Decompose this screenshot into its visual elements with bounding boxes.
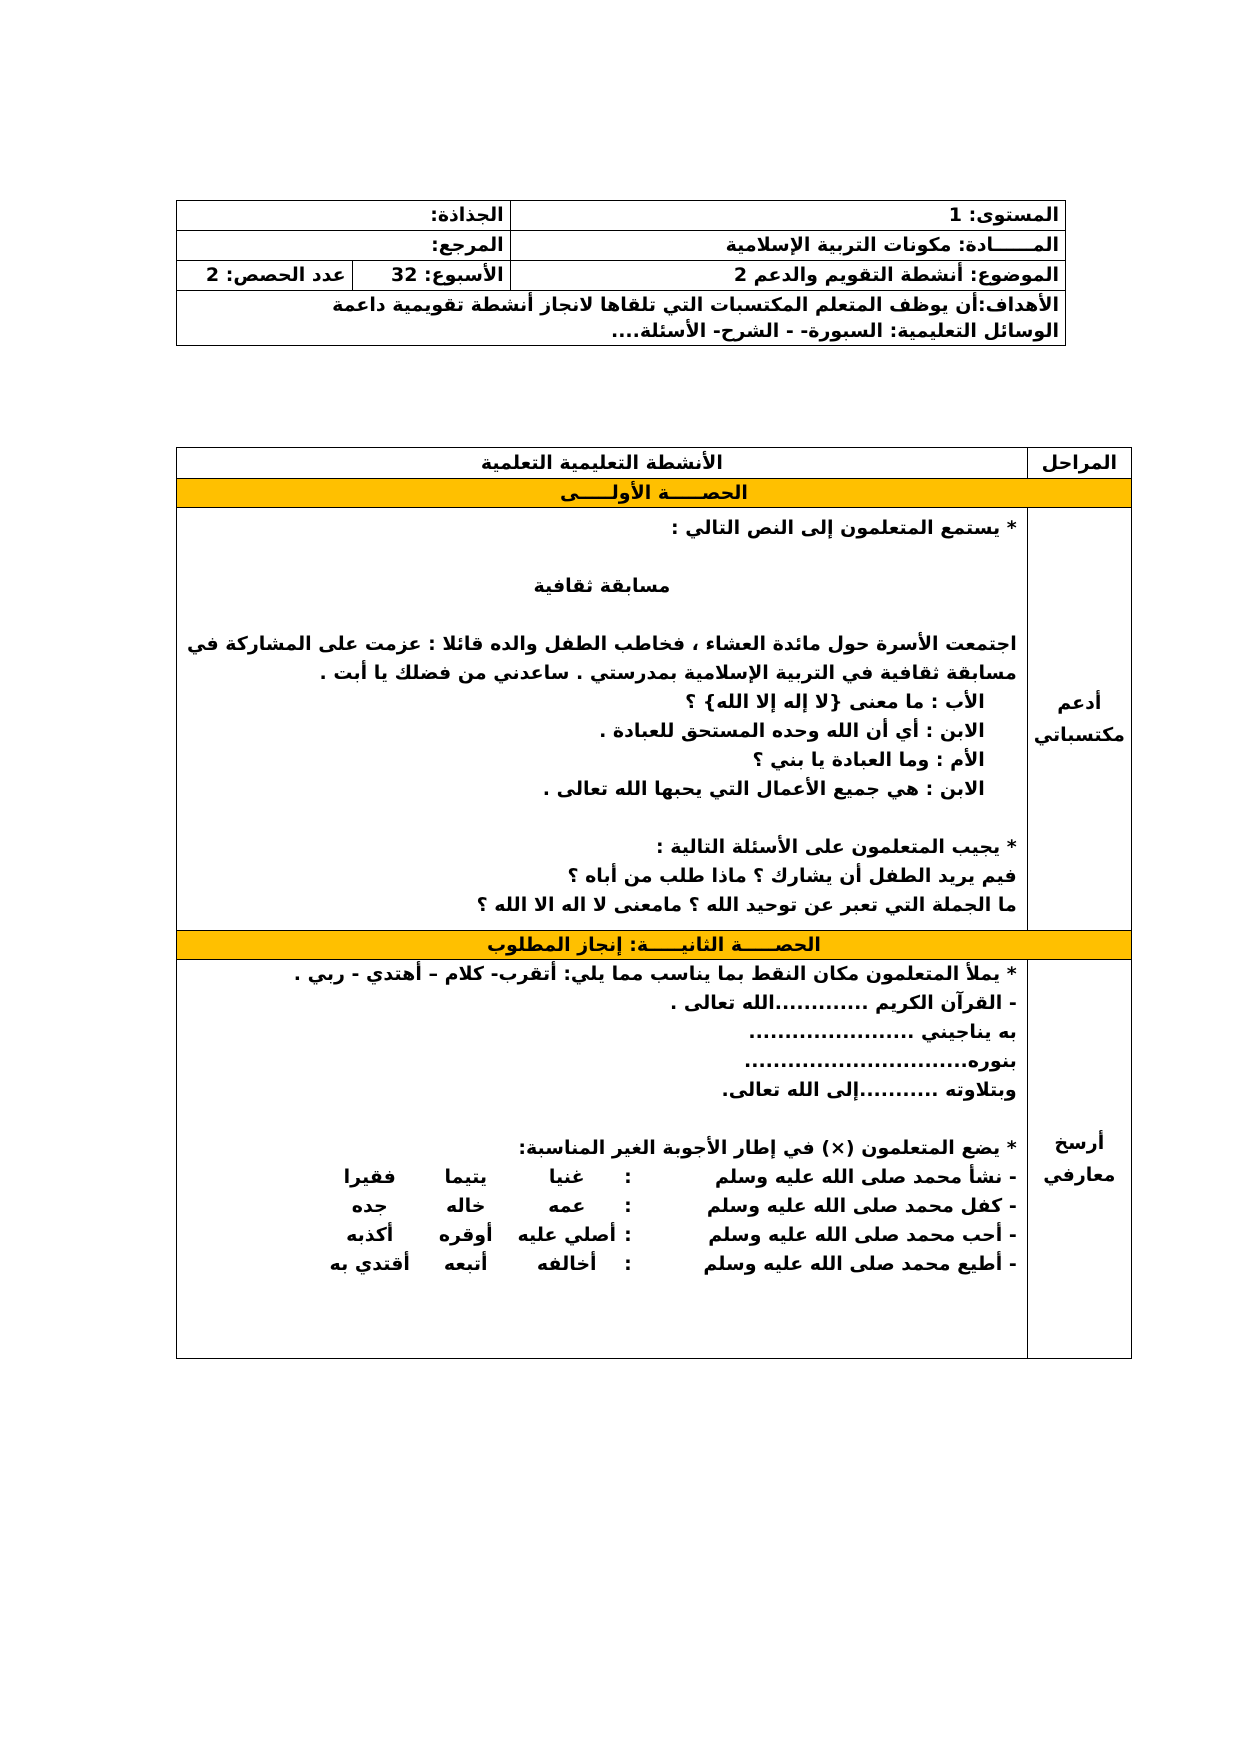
fill-instruction: * يملأ المتعلمون مكان النقط بما يناسب مما يلي: أتقرب- كلام – أهتدي - ربي . <box>293 963 1017 985</box>
topic-cell: الموضوع: أنشطة التقويم والدعم 2 <box>510 261 1065 291</box>
goals-means-cell <box>177 291 1066 346</box>
fill-line: به يناجيني ....................... <box>748 1021 1017 1043</box>
session2-stage <box>1027 960 1131 1359</box>
mark-option: عمه <box>548 1195 586 1217</box>
mark-row-lead: - كفل محمد صلى الله عليه وسلم <box>706 1195 1017 1217</box>
means-text: الوسائل التعليمية: السبورة- - الشرح- الأسئلة.... <box>610 320 1059 342</box>
question-2: ماذا طلب من أباه ؟ <box>567 865 747 887</box>
dialogue-line: الأم : وما العبادة يا بني ؟ <box>752 749 985 771</box>
fill-line: بنوره............................... <box>744 1050 1017 1072</box>
fill-line: وبتلاوته ...........إلى الله تعالى. <box>721 1079 1017 1101</box>
dialogue-line: الابن : أي أن الله وحده المستحق للعبادة . <box>599 720 985 742</box>
session2-stage-line2: معارفي <box>1043 1164 1116 1186</box>
mark-row-lead: - أحب محمد صلى الله عليه وسلم <box>708 1224 1017 1246</box>
question-1: فيم يريد الطفل أن يشارك ؟ <box>753 865 1017 887</box>
school-cell: الجذاذة: <box>177 201 511 231</box>
subject-cell: المــــــادة: مكونات التربية الإسلامية <box>510 231 1065 261</box>
stages-header: المراحل <box>1027 448 1131 479</box>
reference-cell: المرجع: <box>177 231 511 261</box>
mark-row: - كفل محمد صلى الله عليه وسلم : عمه خاله جده <box>187 1192 1017 1221</box>
mark-option: فقيرا <box>343 1166 396 1188</box>
mark-row-lead: - نشأ محمد صلى الله عليه وسلم <box>714 1166 1017 1188</box>
listen-instruction: * يستمع المتعلمون إلى النص التالي : <box>670 517 1017 539</box>
session1-content <box>177 508 1028 931</box>
dialogue-line: الابن : هي جميع الأعمال التي يحبها الله تعالى . <box>542 778 985 800</box>
sessions-cell: عدد الحصص: 2 <box>177 261 353 291</box>
session1-stage-line1: أدعم <box>1057 692 1102 714</box>
mark-instruction: * يضع المتعلمون (×) في إطار الأجوبة الغير المناسبة: <box>518 1137 1017 1159</box>
session2-stage-line1: أرسخ <box>1054 1132 1105 1154</box>
activities-header: الأنشطة التعليمية التعلمية <box>177 448 1028 479</box>
text-title: مسابقة ثقافية <box>533 575 671 597</box>
goals-text: الأهداف:أن يوظف المتعلم المكتسبات التي تلقاها لانجاز أنشطة تقويمية داعمة <box>332 294 1059 316</box>
mark-row: - نشأ محمد صلى الله عليه وسلم : غنيا يتيما فقيرا <box>187 1163 1017 1192</box>
mark-option: أكذبه <box>346 1224 394 1246</box>
session1-stage-line2: مكتسباتي <box>1033 724 1125 746</box>
mark-option: أقتدي به <box>329 1253 410 1275</box>
week-cell: الأسبوع: 32 <box>352 261 510 291</box>
session2-title: الحصـــــة الثانيـــــة: إنجاز المطلوب <box>177 931 1132 960</box>
session1-title: الحصـــــة الأولـــــى <box>177 479 1132 508</box>
paragraph-line-2: مسابقة ثقافية في التربية الإسلامية بمدرستي . ساعدني من فضلك يا أبت . <box>319 662 1017 684</box>
session2-content <box>177 960 1028 1359</box>
lesson-info-table <box>176 200 1066 346</box>
questions-instruction: * يجيب المتعلمون على الأسئلة التالية : <box>656 836 1017 858</box>
mark-option: غنيا <box>548 1166 585 1188</box>
questions-line-1 <box>187 862 1017 891</box>
session1-stage <box>1027 508 1131 931</box>
fill-line: - القرآن الكريم .............الله تعالى . <box>670 992 1017 1014</box>
activities-table <box>176 447 1132 1359</box>
mark-option: أصلي عليه <box>517 1224 616 1246</box>
mark-option: أخالفه <box>536 1253 597 1275</box>
mark-row: - أطيع محمد صلى الله عليه وسلم : أخالفه أتبعه أقتدي به <box>187 1250 1017 1279</box>
mark-option: جده <box>351 1195 388 1217</box>
mark-row-lead: - أطيع محمد صلى الله عليه وسلم <box>703 1253 1017 1275</box>
mark-option: يتيما <box>444 1166 487 1188</box>
mark-row: - أحب محمد صلى الله عليه وسلم : أصلي عليه أوقره أكذبه <box>187 1221 1017 1250</box>
mark-option: خاله <box>445 1195 486 1217</box>
paragraph-line-1: اجتمعت الأسرة حول مائدة العشاء ، فخاطب الطفل والده قائلا : عزمت على المشاركة في <box>187 633 1017 655</box>
level-cell: المستوى: 1 <box>510 201 1065 231</box>
question-3: ما الجملة التي تعبر عن توحيد الله ؟ مامعنى لا اله الا الله ؟ <box>476 894 1017 916</box>
dialogue-line: الأب : ما معنى {لا إله إلا الله} ؟ <box>685 691 985 713</box>
mark-option: أتبعه <box>443 1253 488 1275</box>
mark-option: أوقره <box>438 1224 493 1246</box>
